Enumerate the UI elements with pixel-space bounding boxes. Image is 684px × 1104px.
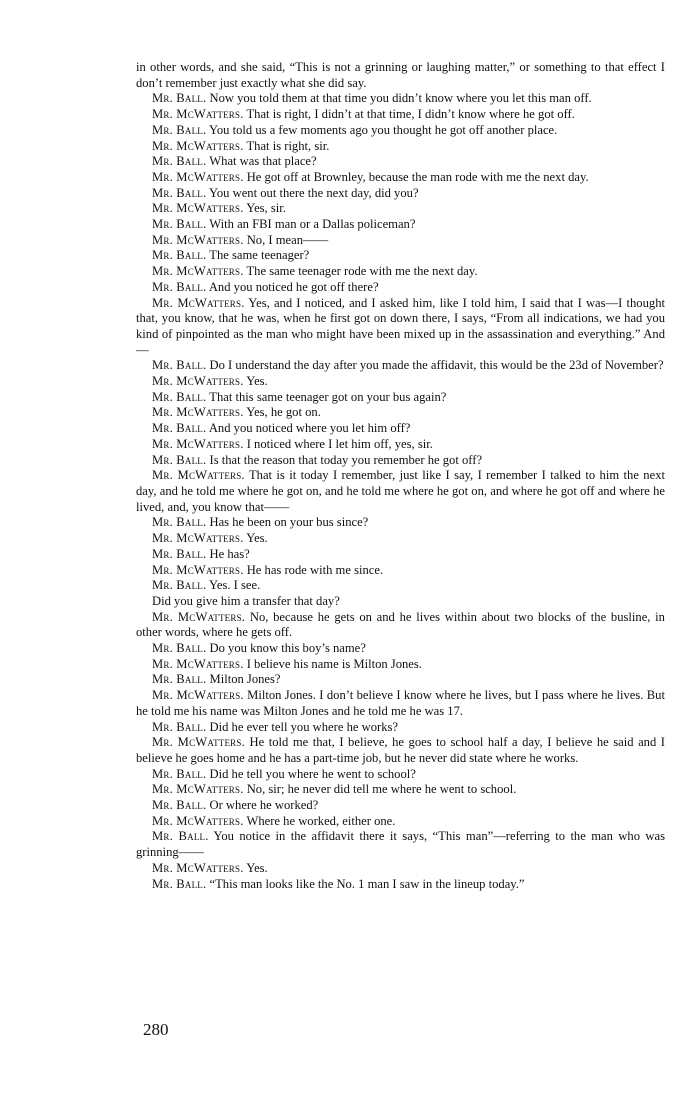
speaker-name: Mr. Ball. — [152, 546, 207, 561]
speaker-name: Mr. McWatters. — [152, 264, 244, 279]
speaker-name: Mr. McWatters. — [152, 436, 244, 451]
speaker-name: Mr. Ball. — [152, 719, 207, 734]
paragraph-text: I believe his name is Milton Jones. — [246, 656, 422, 671]
paragraph-text: Yes, and I noticed, and I asked him, like I told him, I said that I was—I thought that, you know, that he was, when he first got on down there, I says, “From all indications, we had you kind of pinpointed as the man who might have been mixed up in the assassination and everything.” And— — [136, 295, 665, 357]
paragraph-text: Now you told them at that time you didn’t know where you let this man off. — [209, 91, 592, 106]
testimony-paragraph — [136, 735, 665, 766]
testimony-paragraph — [136, 641, 665, 657]
paragraph-text: That this same teenager got on your bus again? — [209, 389, 447, 404]
paragraph-text: You notice in the affidavit there it says, “This man”—referring to the man who was grinning—— — [136, 829, 665, 860]
paragraph-text: Do I understand the day after you made the affidavit, this would be the 23d of November? — [209, 358, 664, 373]
speaker-name: Mr. Ball. — [152, 578, 207, 593]
paragraph-text: You told us a few moments ago you thought he got off another place. — [209, 122, 558, 137]
paragraph-text: I noticed where I let him off, yes, sir. — [246, 436, 433, 451]
testimony-paragraph — [136, 814, 665, 830]
testimony-paragraph — [136, 60, 665, 91]
paragraph-text: He has? — [209, 546, 250, 561]
paragraph-text: Or where he worked? — [209, 798, 319, 813]
paragraph-text: “This man looks like the No. 1 man I saw in the lineup today.” — [209, 876, 525, 891]
speaker-name: Mr. McWatters. — [152, 531, 244, 546]
paragraph-text: The same teenager rode with me the next day. — [246, 264, 478, 279]
speaker-name: Mr. McWatters. — [152, 169, 244, 184]
testimony-paragraph — [136, 123, 665, 139]
testimony-paragraph — [136, 421, 665, 437]
speaker-name: Mr. McWatters. — [152, 295, 245, 310]
testimony-paragraph — [136, 280, 665, 296]
paragraph-text: in other words, and she said, “This is not a grinning or laughing matter,” or something to that effect I don’t remember just exactly what she did say. — [136, 60, 665, 90]
speaker-name: Mr. McWatters. — [152, 232, 244, 247]
speaker-name: Mr. Ball. — [152, 452, 207, 467]
testimony-paragraph — [136, 688, 665, 719]
paragraph-text: That is right, I didn’t at that time, I didn’t know where he got off. — [246, 107, 575, 122]
testimony-paragraph — [136, 563, 665, 579]
testimony-paragraph — [136, 358, 665, 374]
paragraph-text: Milton Jones. I don’t believe I know where he lives, but I pass where he lives. But he told me his name was Milton Jones and he told me he was 17. — [136, 688, 665, 718]
testimony-paragraph — [136, 91, 665, 107]
testimony-paragraph — [136, 437, 665, 453]
testimony-paragraph — [136, 453, 665, 469]
speaker-name: Mr. Ball. — [152, 672, 207, 687]
speaker-name: Mr. McWatters. — [152, 107, 244, 122]
paragraph-text: And you noticed where you let him off? — [208, 421, 411, 436]
paragraph-text: That is right, sir. — [246, 138, 330, 153]
speaker-name: Mr. Ball. — [152, 829, 209, 844]
paragraph-text: And you noticed he got off there? — [208, 279, 379, 294]
testimony-paragraph — [136, 578, 665, 594]
paragraph-text: Where he worked, either one. — [246, 813, 396, 828]
speaker-name: Mr. Ball. — [152, 185, 207, 200]
speaker-name: Mr. Ball. — [152, 421, 207, 436]
speaker-name: Mr. Ball. — [152, 248, 207, 263]
testimony-paragraph — [136, 861, 665, 877]
testimony-paragraph — [136, 139, 665, 155]
speaker-name: Mr. Ball. — [152, 154, 207, 169]
paragraph-text: Has he been on your bus since? — [209, 515, 369, 530]
speaker-name: Mr. Ball. — [152, 122, 207, 137]
testimony-paragraph — [136, 201, 665, 217]
paragraph-text: What was that place? — [209, 154, 317, 169]
testimony-paragraph — [136, 515, 665, 531]
speaker-name: Mr. McWatters. — [152, 860, 244, 875]
paragraph-text: Yes. — [246, 531, 268, 546]
speaker-name: Mr. Ball. — [152, 358, 207, 373]
paragraph-text: With an FBI man or a Dallas policeman? — [209, 217, 416, 232]
testimony-paragraph — [136, 264, 665, 280]
speaker-name: Mr. Ball. — [152, 217, 207, 232]
page-number: 280 — [143, 1020, 169, 1039]
paragraph-text: The same teenager? — [209, 248, 310, 263]
paragraph-text: Yes. I see. — [209, 578, 261, 593]
testimony-paragraph — [136, 877, 665, 893]
paragraph-text: Did he tell you where he went to school? — [209, 766, 416, 781]
paragraph-text: Is that the reason that today you remember he got off? — [209, 452, 483, 467]
speaker-name: Mr. McWatters. — [152, 609, 246, 624]
speaker-name: Mr. McWatters. — [152, 688, 244, 703]
speaker-name: Mr. Ball. — [152, 91, 207, 106]
speaker-name: Mr. McWatters. — [152, 735, 245, 750]
speaker-name: Mr. Ball. — [152, 876, 207, 891]
testimony-paragraph — [136, 186, 665, 202]
testimony-paragraph — [136, 798, 665, 814]
testimony-paragraph — [136, 296, 665, 359]
paragraph-text: Yes. — [246, 374, 268, 389]
testimony-paragraph — [136, 531, 665, 547]
paragraph-text: He told me that, I believe, he goes to school half a day, I believe he said and I believe he goes home and he has a part-time job, but he never did state where he works. — [136, 735, 665, 765]
paragraph-text: He got off at Brownley, because the man rode with me the next day. — [246, 169, 589, 184]
testimony-paragraph — [136, 657, 665, 673]
testimony-paragraph — [136, 248, 665, 264]
speaker-name: Mr. McWatters. — [152, 468, 245, 483]
speaker-name: Mr. McWatters. — [152, 374, 244, 389]
speaker-name: Mr. Ball. — [152, 515, 207, 530]
testimony-paragraph — [136, 107, 665, 123]
testimony-paragraph — [136, 374, 665, 390]
paragraph-text: No, I mean—— — [246, 232, 329, 247]
paragraph-text: He has rode with me since. — [246, 562, 384, 577]
testimony-paragraph — [136, 547, 665, 563]
testimony-paragraph — [136, 829, 665, 860]
paragraph-text: Yes, he got on. — [246, 405, 321, 420]
speaker-name: Mr. Ball. — [152, 766, 207, 781]
testimony-paragraph — [136, 405, 665, 421]
testimony-paragraph — [136, 233, 665, 249]
testimony-paragraph — [136, 594, 665, 610]
paragraph-text: Yes. — [246, 860, 268, 875]
testimony-paragraph — [136, 217, 665, 233]
paragraph-text: Milton Jones? — [209, 672, 281, 687]
testimony-paragraph — [136, 610, 665, 641]
testimony-paragraph — [136, 170, 665, 186]
speaker-name: Mr. McWatters. — [152, 405, 244, 420]
paragraph-text: That is it today I remember, just like I say, I remember I talked to him the next day, and he told me where he got on, and he told me where he got on, and where he got off and where he lived, and, you know that—— — [136, 468, 665, 514]
paragraph-text: Yes, sir. — [246, 201, 286, 216]
speaker-name: Mr. McWatters. — [152, 656, 244, 671]
paragraph-text: No, because he gets on and he lives within about two blocks of the busline, in other words, where he gets off. — [136, 609, 665, 640]
transcript-page — [136, 60, 665, 892]
paragraph-text: No, sir; he never did tell me where he went to school. — [246, 782, 517, 797]
speaker-name: Mr. McWatters. — [152, 138, 244, 153]
paragraph-text: Did he ever tell you where he works? — [209, 719, 398, 734]
speaker-name: Mr. Ball. — [152, 389, 207, 404]
paragraph-text: Did you give him a transfer that day? — [152, 593, 340, 608]
paragraph-text: Do you know this boy’s name? — [209, 641, 366, 656]
speaker-name: Mr. Ball. — [152, 279, 207, 294]
speaker-name: Mr. Ball. — [152, 798, 207, 813]
speaker-name: Mr. Ball. — [152, 641, 207, 656]
testimony-paragraph — [136, 782, 665, 798]
paragraph-text: You went out there the next day, did you? — [209, 185, 419, 200]
speaker-name: Mr. McWatters. — [152, 782, 244, 797]
testimony-paragraph — [136, 767, 665, 783]
speaker-name: Mr. McWatters. — [152, 813, 244, 828]
testimony-paragraph — [136, 468, 665, 515]
testimony-paragraph — [136, 720, 665, 736]
speaker-name: Mr. McWatters. — [152, 201, 244, 216]
testimony-paragraph — [136, 390, 665, 406]
speaker-name: Mr. McWatters. — [152, 562, 244, 577]
testimony-paragraph — [136, 672, 665, 688]
testimony-paragraph — [136, 154, 665, 170]
